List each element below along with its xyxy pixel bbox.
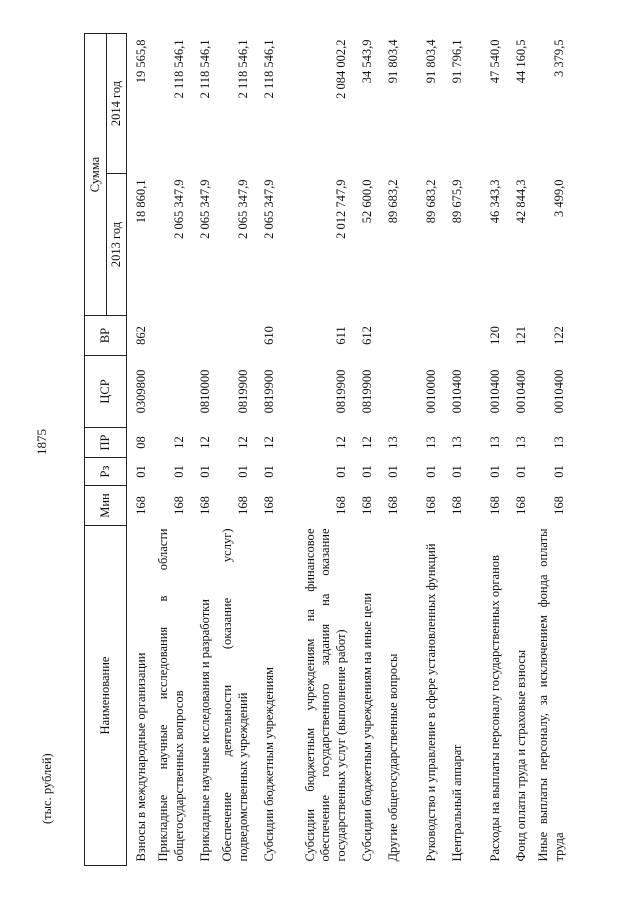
header-vr: ВР [85,316,127,356]
row-vr: 612 [359,326,374,345]
row-value-2013: 52 600,0 [359,179,374,224]
row-pr: 13 [551,436,566,449]
row-pr: 13 [385,436,400,449]
header-year-2014: 2014 год [107,34,127,174]
header-pr: ПР [85,428,127,458]
table-row [217,34,255,866]
row-name: Субсидии бюджетным учреждениям [261,666,276,862]
row-csr: 0309800 [133,369,148,414]
row-name: Руководство и управление в сфере установленных функций [423,543,438,862]
row-rz: 01 [513,465,528,478]
row-min: 168 [261,496,276,515]
row-csr: 0810000 [197,369,212,414]
row-csr: 0819900 [359,369,374,414]
row-rz: 01 [235,465,250,478]
row-pr: 12 [197,436,212,449]
row-vr: 610 [261,326,276,345]
header-year-2013: 2013 год [107,174,127,316]
row-name: Субсидии бюджетным учреждениям на иные цели [359,592,374,862]
row-pr: 13 [449,436,464,449]
header-name: Наименование [85,526,127,866]
row-rz: 01 [359,465,374,478]
row-rz: 01 [333,465,348,478]
table-row [533,34,571,866]
row-name: Субсидии бюджетным учреждениям на финансовое обеспечение государственного задания на оказание государственных услуг (выполнение работ) [303,528,348,862]
header-csr: ЦСР [85,356,127,428]
row-csr: 0819900 [235,369,250,414]
row-rz: 01 [449,465,464,478]
row-min: 168 [359,496,374,515]
table-row [443,34,469,866]
row-min: 168 [333,496,348,515]
header-rz: Рз [85,458,127,486]
row-value-2013: 89 675,9 [449,179,464,224]
row-vr: 120 [487,326,502,345]
row-csr: 0010400 [551,369,566,414]
units-note: (тыс. рублей) [40,753,54,824]
table-row [353,34,379,866]
header-sum: Сумма [85,34,107,316]
row-value-2014: 91 803,4 [385,39,400,84]
row-pr: 13 [423,436,438,449]
row-min: 168 [487,496,502,515]
row-vr [217,316,255,356]
row-value-2013: 3 499,0 [551,179,566,217]
row-csr: 0010400 [513,369,528,414]
header-min: Мин [85,486,127,526]
row-value-2013: 42 844,3 [513,179,528,224]
row-pr: 12 [261,436,276,449]
row-value-2014: 34 543,9 [359,39,374,84]
rotated-table-container [84,34,564,866]
row-vr: 862 [133,326,148,345]
row-value-2013: 2 065 347,9 [197,179,212,239]
row-min: 168 [449,496,464,515]
row-rz: 01 [385,465,400,478]
table-row [127,34,153,866]
table-row [405,34,443,866]
row-min: 168 [551,496,566,515]
row-name: Прикладные научные исследования в области общегосударственных вопросов [156,528,186,862]
row-rz: 01 [133,465,148,478]
row-name: Иные выплаты персоналу, за исключением фонда оплаты труда [536,528,566,862]
row-rz: 01 [487,465,502,478]
row-value-2013: 2 065 347,9 [235,179,250,239]
table-row [255,34,281,866]
row-rz: 01 [423,465,438,478]
row-vr: 122 [551,326,566,345]
row-min: 168 [171,496,186,515]
table-row [507,34,533,866]
table-header [85,34,127,866]
budget-table [84,33,571,866]
table-row [153,34,191,866]
row-vr [405,316,443,356]
row-rz: 01 [261,465,276,478]
row-csr: 0010400 [487,369,502,414]
row-value-2014: 2 084 002,2 [333,39,348,99]
row-name: Прикладные научные исследования и разработки [197,599,212,862]
page-number: 1875 [34,429,49,455]
row-min: 168 [133,496,148,515]
row-value-2014: 2 118 546,1 [235,39,250,99]
row-value-2014: 44 160,5 [513,39,528,84]
row-pr: 12 [333,436,348,449]
row-min: 168 [513,496,528,515]
table-body [127,34,571,866]
row-csr: 0819900 [333,369,348,414]
row-name: Центральный аппарат [449,744,464,862]
row-value-2014: 19 565,8 [133,39,148,84]
row-csr: 0010400 [449,369,464,414]
table-row [379,34,405,866]
row-value-2014: 2 118 546,1 [261,39,276,99]
row-rz: 01 [197,465,212,478]
row-value-2014: 47 540,0 [487,39,502,84]
row-vr [379,316,405,356]
row-rz: 01 [551,465,566,478]
row-pr: 12 [171,436,186,449]
row-name: Взносы в международные организации [133,652,148,862]
row-min: 168 [385,496,400,515]
row-value-2013: 2 065 347,9 [171,179,186,239]
table-row [281,34,353,866]
row-min: 168 [197,496,212,515]
row-vr: 611 [333,326,348,345]
row-vr [191,316,217,356]
row-value-2013: 18 860,1 [133,179,148,224]
row-pr: 08 [133,436,148,449]
row-vr: 121 [513,326,528,345]
row-name: Обеспечение деятельности (оказание услуг) подведомственных учреждений [220,528,250,862]
row-rz: 01 [171,465,186,478]
row-value-2014: 2 118 546,1 [171,39,186,99]
row-pr: 12 [359,436,374,449]
row-value-2013: 2 065 347,9 [261,179,276,239]
row-name: Фонд оплаты труда и страховые взносы [513,649,528,862]
table-row [191,34,217,866]
row-value-2014: 3 379,5 [551,39,566,77]
row-value-2013: 89 683,2 [423,179,438,224]
row-value-2013: 46 343,3 [487,179,502,224]
row-csr: 0010000 [423,369,438,414]
row-name: Другие общегосударственные вопросы [385,653,400,862]
row-pr: 12 [235,436,250,449]
row-csr: 0819900 [261,369,276,414]
row-min: 168 [423,496,438,515]
row-value-2013: 89 683,2 [385,179,400,224]
row-vr [443,316,469,356]
row-name: Расходы на выплаты персоналу государственных органов [487,555,502,862]
row-min: 168 [235,496,250,515]
row-pr: 13 [487,436,502,449]
row-csr [153,356,191,428]
table-row [469,34,507,866]
row-pr: 13 [513,436,528,449]
row-value-2014: 91 803,4 [423,39,438,84]
row-vr [153,316,191,356]
row-value-2014: 2 118 546,1 [197,39,212,99]
row-csr [379,356,405,428]
row-value-2013: 2 012 747,9 [333,179,348,239]
row-value-2014: 91 796,1 [449,39,464,84]
